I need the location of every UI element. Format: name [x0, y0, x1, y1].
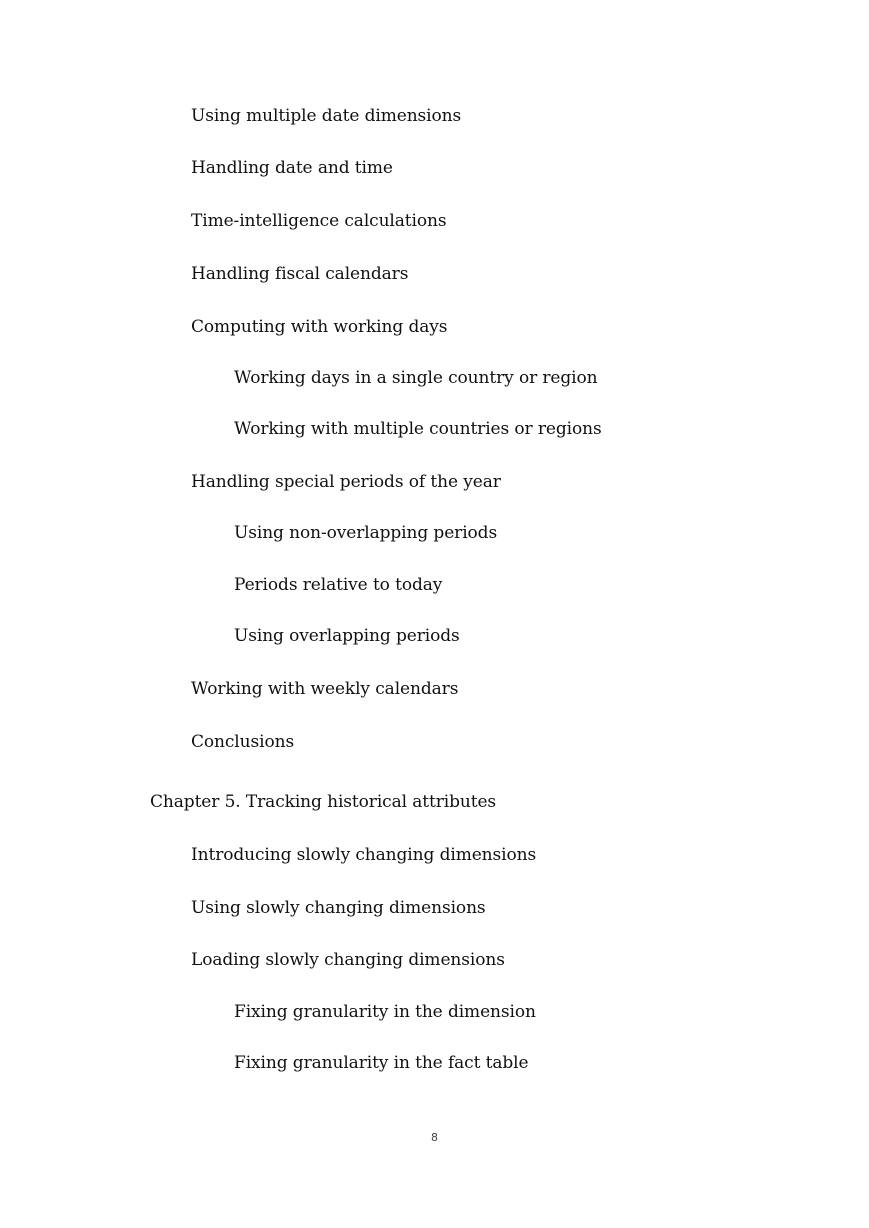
toc-entry-conclusions[interactable]: Conclusions: [191, 732, 295, 752]
toc-entry-working-days-single-country[interactable]: Working days in a single country or region: [234, 368, 598, 388]
toc-entry-using-non-overlapping-periods[interactable]: Using non-overlapping periods: [234, 523, 498, 543]
toc-entry-periods-relative-to-today[interactable]: Periods relative to today: [234, 575, 443, 595]
toc-entry-working-multiple-countries[interactable]: Working with multiple countries or regions: [234, 419, 602, 439]
toc-entry-handling-special-periods[interactable]: Handling special periods of the year: [191, 472, 501, 492]
toc-entry-fixing-granularity-fact-table[interactable]: Fixing granularity in the fact table: [234, 1053, 529, 1073]
toc-entry-using-overlapping-periods[interactable]: Using overlapping periods: [234, 626, 460, 646]
toc-entry-using-multiple-date-dimensions[interactable]: Using multiple date dimensions: [191, 106, 462, 126]
toc-entry-loading-scd[interactable]: Loading slowly changing dimensions: [191, 950, 505, 970]
toc-entry-introducing-scd[interactable]: Introducing slowly changing dimensions: [191, 845, 537, 865]
toc-entry-using-scd[interactable]: Using slowly changing dimensions: [191, 898, 486, 918]
page-number: 8: [431, 1131, 438, 1144]
toc-entry-computing-with-working-days[interactable]: Computing with working days: [191, 317, 448, 337]
toc-entry-fixing-granularity-dimension[interactable]: Fixing granularity in the dimension: [234, 1002, 536, 1022]
toc-entry-time-intelligence-calculations[interactable]: Time-intelligence calculations: [191, 211, 447, 231]
toc-entry-working-with-weekly-calendars[interactable]: Working with weekly calendars: [191, 679, 459, 699]
toc-entry-handling-date-and-time[interactable]: Handling date and time: [191, 158, 393, 178]
toc-entry-handling-fiscal-calendars[interactable]: Handling fiscal calendars: [191, 264, 409, 284]
toc-chapter-heading[interactable]: Chapter 5. Tracking historical attributes: [150, 792, 497, 812]
